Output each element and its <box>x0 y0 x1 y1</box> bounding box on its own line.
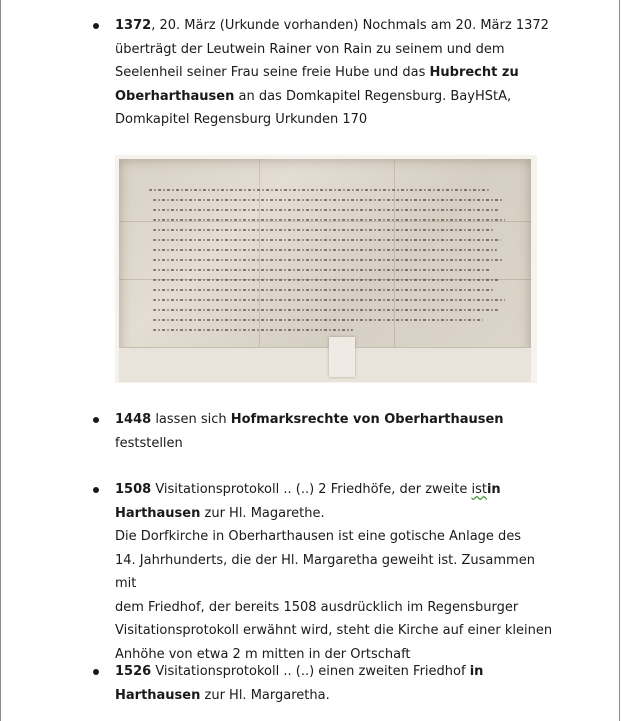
year-1508: 1508 <box>115 482 152 497</box>
bullet-icon <box>93 23 99 29</box>
year-1372: 1372 <box>115 18 152 33</box>
charter-image <box>115 155 537 383</box>
seal-tag <box>329 337 355 377</box>
bullet-icon <box>93 487 99 493</box>
list-item-1448: 1448 lassen sich Hofmarksrechte von Oberharthausen feststellen <box>93 408 553 456</box>
year-1448: 1448 <box>115 412 152 427</box>
parchment-image <box>119 159 531 377</box>
bullet-icon <box>93 669 99 675</box>
year-1526: 1526 <box>115 664 152 679</box>
list-item-1372: 1372, 20. März (Urkunde vorhanden) Nochmals am 20. März 1372 überträgt der Leutwein Rainer von Rain zu seinem und dem Seelenheil seiner Frau seine freie Hube und das Hubrecht zu Oberharthausen an das Domkapitel Regensburg. BayHStA, Domkapitel Regensburg Urkunden 170 <box>93 14 553 134</box>
bullet-icon <box>93 417 99 423</box>
hubrecht-link-text: Hubrecht zu <box>429 65 519 80</box>
list-item-1526: 1526 Visitationsprotokoll .. (..) einen zweiten Friedhof in Harthausen zur Hl. Margaretha. <box>93 660 553 708</box>
list-item-1508: 1508 Visitationsprotokoll .. (..) 2 Friedhöfe, der zweite istin Harthausen zur Hl. Magarethe. Die Dorfkirche in Oberharthausen ist eine gotische Anlage des 14. Jahrhunderts, die der Hl. Margaretha geweiht ist. Zusammen mit dem Friedhof, der bereits 1508 ausdrücklich im Regensburger Visitationsprotokoll erwähnt wird, steht die Kirche auf einer kleinen Anhöhe von etwa 2 m mitten in der Ortschaft <box>93 478 553 643</box>
